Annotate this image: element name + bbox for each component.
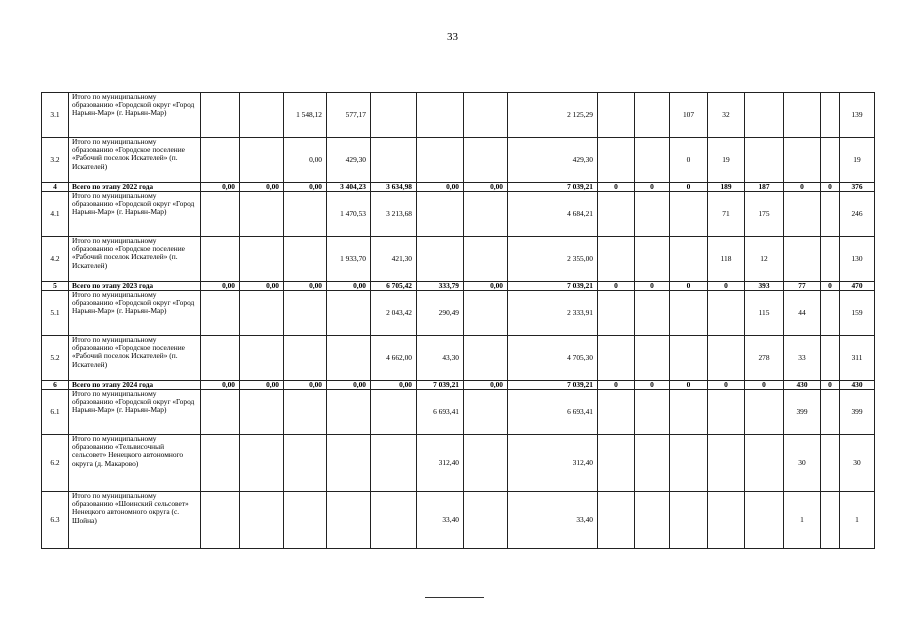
table-cell: 0,00 xyxy=(327,282,371,291)
table-cell xyxy=(635,93,670,138)
table-cell xyxy=(201,237,240,282)
table-cell xyxy=(464,435,508,492)
table-cell: 290,49 xyxy=(417,291,464,336)
table-cell: 1 xyxy=(784,492,821,549)
total-row xyxy=(42,282,875,291)
table-cell: 1 548,12 xyxy=(284,93,327,138)
table-cell xyxy=(784,138,821,183)
table-cell: 0 xyxy=(708,381,745,390)
table-cell: 312,40 xyxy=(508,435,598,492)
table-cell xyxy=(635,192,670,237)
table-cell xyxy=(284,291,327,336)
table-cell: 4 662,00 xyxy=(371,336,417,381)
table-cell xyxy=(464,291,508,336)
row-name: Всего по этапу 2022 года xyxy=(69,183,201,192)
table-row xyxy=(42,237,875,282)
table-cell xyxy=(464,192,508,237)
table-cell xyxy=(670,192,708,237)
table-cell: 0,00 xyxy=(201,381,240,390)
table-cell xyxy=(670,390,708,435)
table-cell: 0 xyxy=(670,183,708,192)
table-cell: 33,40 xyxy=(508,492,598,549)
table-cell xyxy=(598,138,635,183)
table-cell xyxy=(598,291,635,336)
row-index: 6.3 xyxy=(42,492,69,549)
table-cell: 6 693,41 xyxy=(417,390,464,435)
table-cell xyxy=(635,291,670,336)
table-cell: 278 xyxy=(745,336,784,381)
table-cell: 0 xyxy=(821,381,840,390)
table-cell: 0,00 xyxy=(464,282,508,291)
table-cell: 4 705,30 xyxy=(508,336,598,381)
page-number: 33 xyxy=(447,31,458,43)
table-cell: 0,00 xyxy=(201,183,240,192)
row-name: Итого по муниципальному образованию «Городской округ «Город Нарьян-Мар» (г. Нарьян-Мар) xyxy=(69,390,201,435)
row-name: Итого по муниципальному образованию «Городской округ «Город Нарьян-Мар» (г. Нарьян-Мар) xyxy=(69,192,201,237)
table-cell xyxy=(240,336,284,381)
table-cell: 12 xyxy=(745,237,784,282)
row-index: 3.1 xyxy=(42,93,69,138)
table-cell xyxy=(598,390,635,435)
table-cell xyxy=(464,390,508,435)
table-cell: 430 xyxy=(784,381,821,390)
table-cell xyxy=(201,435,240,492)
table-cell xyxy=(598,192,635,237)
table-cell xyxy=(821,492,840,549)
table-cell: 118 xyxy=(708,237,745,282)
table-cell xyxy=(201,291,240,336)
row-name: Итого по муниципальному образованию «Шоинский сельсовет» Ненецкого автономного округа (с. Шойна) xyxy=(69,492,201,549)
table-cell: 3 634,98 xyxy=(371,183,417,192)
table-cell: 421,30 xyxy=(371,237,417,282)
table-cell xyxy=(240,390,284,435)
table-row xyxy=(42,138,875,183)
table-cell: 0 xyxy=(670,282,708,291)
table-cell xyxy=(821,390,840,435)
row-index: 4.2 xyxy=(42,237,69,282)
table-cell xyxy=(745,390,784,435)
row-index: 5 xyxy=(42,282,69,291)
total-row xyxy=(42,183,875,192)
row-name: Итого по муниципальному образованию «Городское поселение «Рабочий поселок Искателей» (п. Искателей) xyxy=(69,336,201,381)
table-cell xyxy=(240,192,284,237)
table-cell: 393 xyxy=(745,282,784,291)
table-cell: 333,79 xyxy=(417,282,464,291)
table-cell xyxy=(240,237,284,282)
row-index: 6 xyxy=(42,381,69,390)
row-name: Итого по муниципальному образованию «Тельвисочный сельсовет» Ненецкого автономного округа (д. Макарово) xyxy=(69,435,201,492)
table-cell xyxy=(635,237,670,282)
table-row xyxy=(42,192,875,237)
table-cell xyxy=(821,237,840,282)
table-cell: 0,00 xyxy=(464,183,508,192)
table-cell xyxy=(598,435,635,492)
table-cell: 0 xyxy=(745,381,784,390)
table-cell: 0,00 xyxy=(284,138,327,183)
table-cell: 0,00 xyxy=(240,282,284,291)
table-cell xyxy=(284,336,327,381)
table-cell xyxy=(327,390,371,435)
table-cell: 429,30 xyxy=(327,138,371,183)
table-cell: 7 039,21 xyxy=(508,282,598,291)
table-cell xyxy=(670,435,708,492)
table-cell: 0 xyxy=(598,183,635,192)
table-cell: 19 xyxy=(840,138,875,183)
table-cell xyxy=(284,435,327,492)
table-cell xyxy=(201,492,240,549)
row-index: 5.1 xyxy=(42,291,69,336)
table-cell xyxy=(417,237,464,282)
table-cell: 0 xyxy=(635,282,670,291)
table-body xyxy=(42,93,875,549)
table-cell xyxy=(745,138,784,183)
table-cell xyxy=(371,138,417,183)
table-cell: 0,00 xyxy=(284,183,327,192)
table-cell: 0 xyxy=(821,282,840,291)
total-row xyxy=(42,381,875,390)
table-cell: 0 xyxy=(670,381,708,390)
table-cell: 0,00 xyxy=(464,381,508,390)
table-cell: 0,00 xyxy=(371,381,417,390)
table-cell: 0,00 xyxy=(284,381,327,390)
row-index: 4.1 xyxy=(42,192,69,237)
table-cell: 0,00 xyxy=(240,381,284,390)
table-row xyxy=(42,492,875,549)
table-cell xyxy=(371,390,417,435)
table-cell xyxy=(670,492,708,549)
table-cell: 429,30 xyxy=(508,138,598,183)
table-cell: 7 039,21 xyxy=(417,381,464,390)
table-cell xyxy=(201,93,240,138)
table-cell: 1 xyxy=(840,492,875,549)
table-cell xyxy=(784,192,821,237)
table-cell: 19 xyxy=(708,138,745,183)
table-cell: 33,40 xyxy=(417,492,464,549)
table-cell: 71 xyxy=(708,192,745,237)
table-cell xyxy=(240,138,284,183)
row-name: Итого по муниципальному образованию «Городское поселение «Рабочий поселок Искателей» (п. Искателей) xyxy=(69,237,201,282)
table-cell: 2 355,00 xyxy=(508,237,598,282)
table-cell: 0,00 xyxy=(327,381,371,390)
table-cell xyxy=(464,138,508,183)
table-cell xyxy=(821,336,840,381)
table-cell: 3 213,68 xyxy=(371,192,417,237)
table-cell xyxy=(670,237,708,282)
table-cell xyxy=(240,435,284,492)
table-cell xyxy=(417,93,464,138)
table-cell xyxy=(745,93,784,138)
table-cell: 0 xyxy=(598,282,635,291)
table-cell: 130 xyxy=(840,237,875,282)
table-cell: 6 705,42 xyxy=(371,282,417,291)
table-cell xyxy=(240,492,284,549)
table-cell xyxy=(708,435,745,492)
table-cell: 1 933,70 xyxy=(327,237,371,282)
row-name: Всего по этапу 2024 года xyxy=(69,381,201,390)
table-cell: 3 404,23 xyxy=(327,183,371,192)
table-cell: 44 xyxy=(784,291,821,336)
table-cell: 0,00 xyxy=(417,183,464,192)
table-cell xyxy=(708,390,745,435)
table-row xyxy=(42,435,875,492)
table-cell: 246 xyxy=(840,192,875,237)
table-cell xyxy=(708,492,745,549)
table-cell xyxy=(284,192,327,237)
table-cell xyxy=(327,291,371,336)
data-table xyxy=(41,92,875,549)
table-cell xyxy=(635,435,670,492)
table-cell: 0,00 xyxy=(240,183,284,192)
table-cell xyxy=(201,336,240,381)
table-cell: 311 xyxy=(840,336,875,381)
row-name: Итого по муниципальному образованию «Городской округ «Город Нарьян-Мар» (г. Нарьян-Мар) xyxy=(69,291,201,336)
row-name: Всего по этапу 2023 года xyxy=(69,282,201,291)
table-cell xyxy=(745,492,784,549)
table-cell: 312,40 xyxy=(417,435,464,492)
table-cell xyxy=(598,336,635,381)
table-cell xyxy=(284,492,327,549)
table-row xyxy=(42,390,875,435)
table-cell xyxy=(417,138,464,183)
table-cell: 470 xyxy=(840,282,875,291)
table-cell: 0 xyxy=(708,282,745,291)
table-cell: 6 693,41 xyxy=(508,390,598,435)
table-cell: 115 xyxy=(745,291,784,336)
table-cell: 399 xyxy=(784,390,821,435)
row-index: 6.1 xyxy=(42,390,69,435)
table-cell: 77 xyxy=(784,282,821,291)
table-cell xyxy=(464,93,508,138)
table-cell: 0 xyxy=(784,183,821,192)
table-cell xyxy=(327,492,371,549)
table-cell: 2 333,91 xyxy=(508,291,598,336)
table-cell xyxy=(635,492,670,549)
table-cell: 1 470,53 xyxy=(327,192,371,237)
table-cell xyxy=(708,291,745,336)
table-cell xyxy=(201,390,240,435)
table-cell: 30 xyxy=(840,435,875,492)
table-cell: 107 xyxy=(670,93,708,138)
table-cell xyxy=(598,237,635,282)
table-cell xyxy=(464,492,508,549)
table-cell xyxy=(284,390,327,435)
table-cell xyxy=(745,435,784,492)
table-cell xyxy=(670,291,708,336)
row-name: Итого по муниципальному образованию «Городское поселение «Рабочий поселок Искателей» (п. Искателей) xyxy=(69,138,201,183)
table-cell: 0 xyxy=(670,138,708,183)
table-cell: 0,00 xyxy=(201,282,240,291)
table-cell: 32 xyxy=(708,93,745,138)
table-cell: 175 xyxy=(745,192,784,237)
table-cell: 4 684,21 xyxy=(508,192,598,237)
table-row xyxy=(42,291,875,336)
table-cell: 0,00 xyxy=(284,282,327,291)
footer-rule xyxy=(425,597,484,598)
table-cell xyxy=(284,237,327,282)
table-cell: 2 043,42 xyxy=(371,291,417,336)
table-cell: 0 xyxy=(635,381,670,390)
table-cell: 577,17 xyxy=(327,93,371,138)
table-cell xyxy=(598,93,635,138)
table-cell xyxy=(371,492,417,549)
table-cell: 2 125,29 xyxy=(508,93,598,138)
table-cell: 0 xyxy=(821,183,840,192)
table-cell xyxy=(821,291,840,336)
table-cell xyxy=(821,435,840,492)
table-cell: 189 xyxy=(708,183,745,192)
table-cell: 0 xyxy=(598,381,635,390)
table-cell: 376 xyxy=(840,183,875,192)
table-cell xyxy=(240,93,284,138)
table-row xyxy=(42,93,875,138)
table-cell: 159 xyxy=(840,291,875,336)
table-cell xyxy=(821,93,840,138)
table-cell xyxy=(201,192,240,237)
table-cell xyxy=(201,138,240,183)
table-cell xyxy=(240,291,284,336)
row-index: 5.2 xyxy=(42,336,69,381)
table-cell: 43,30 xyxy=(417,336,464,381)
table-cell: 139 xyxy=(840,93,875,138)
table-cell xyxy=(417,192,464,237)
table-cell xyxy=(635,390,670,435)
table-cell xyxy=(464,336,508,381)
table-cell: 430 xyxy=(840,381,875,390)
table-cell xyxy=(327,336,371,381)
table-cell: 7 039,21 xyxy=(508,381,598,390)
table-row xyxy=(42,336,875,381)
table-cell: 7 039,21 xyxy=(508,183,598,192)
table-cell xyxy=(371,93,417,138)
row-index: 4 xyxy=(42,183,69,192)
table-cell xyxy=(821,192,840,237)
table-cell xyxy=(598,492,635,549)
table-cell: 0 xyxy=(635,183,670,192)
row-index: 3.2 xyxy=(42,138,69,183)
table-cell xyxy=(371,435,417,492)
table-cell xyxy=(708,336,745,381)
table-cell: 399 xyxy=(840,390,875,435)
table-cell xyxy=(635,138,670,183)
table-cell: 33 xyxy=(784,336,821,381)
row-name: Итого по муниципальному образованию «Городской округ «Город Нарьян-Мар» (г. Нарьян-Мар) xyxy=(69,93,201,138)
table-cell xyxy=(464,237,508,282)
row-index: 6.2 xyxy=(42,435,69,492)
table-cell xyxy=(784,237,821,282)
table-cell xyxy=(784,93,821,138)
table-cell xyxy=(821,138,840,183)
table-cell: 187 xyxy=(745,183,784,192)
table-cell xyxy=(327,435,371,492)
table-cell xyxy=(635,336,670,381)
table-cell: 30 xyxy=(784,435,821,492)
table-cell xyxy=(670,336,708,381)
